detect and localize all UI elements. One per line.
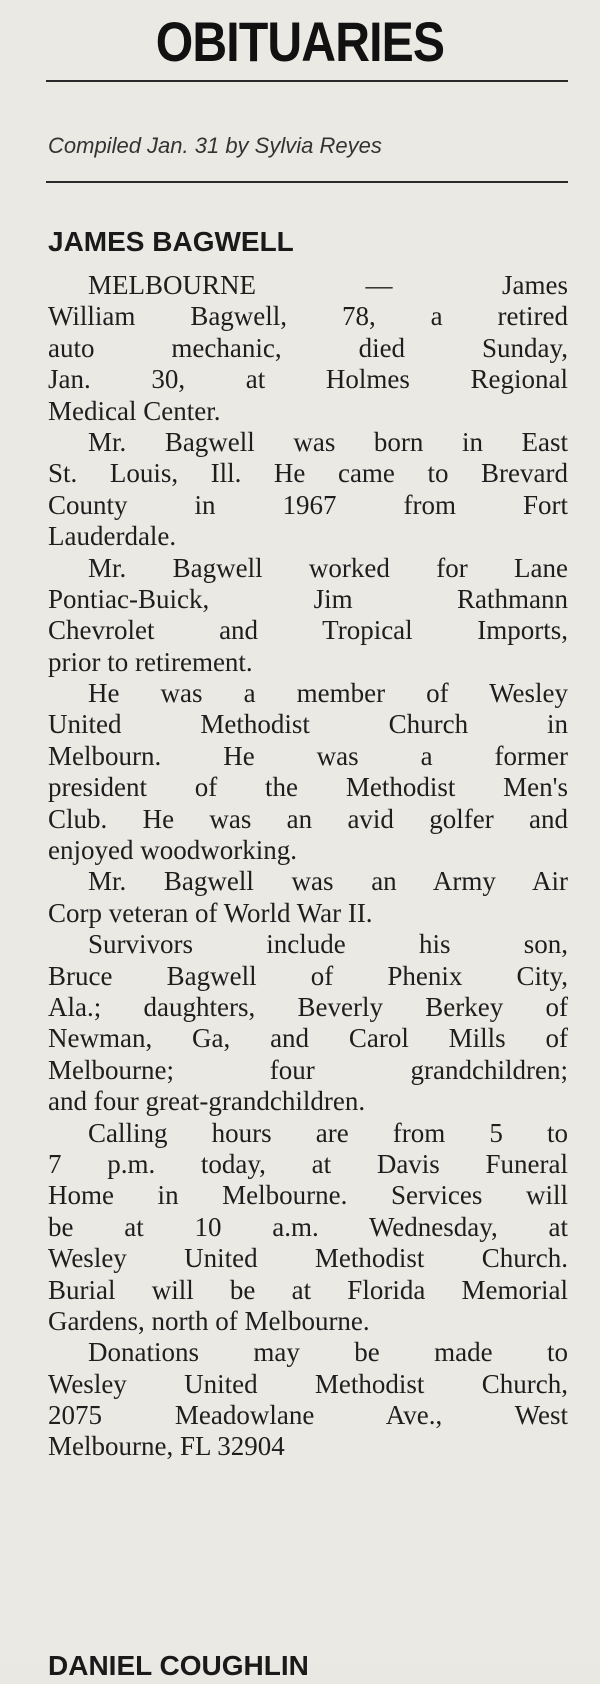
obituary-line: and four great-grandchildren.: [48, 1086, 366, 1117]
obituary-line: be at 10 a.m. Wednesday, at: [48, 1211, 568, 1242]
obituary-line: Mr. Bagwell was born in East: [88, 426, 568, 457]
obituary-line: Gardens, north of Melbourne.: [48, 1305, 370, 1336]
obituary-line: William Bagwell, 78, a retired: [48, 301, 568, 332]
obituary-line: Lauderdale.: [48, 521, 177, 552]
obituary-line: Pontiac-Buick, Jim Rathmann: [48, 583, 568, 614]
obituary-line: Mr. Bagwell was an Army Air: [88, 866, 568, 897]
next-obituary-heading: [48, 1644, 408, 1681]
obituary-line: enjoyed woodworking.: [48, 835, 297, 866]
obituary-line: Melbourne, FL 32904: [48, 1431, 285, 1462]
obituary-line: Jan. 30, at Holmes Regional: [48, 364, 568, 395]
top-divider: [46, 80, 568, 82]
obituary-line: Chevrolet and Tropical Imports,: [48, 615, 568, 646]
obituary-line: St. Louis, Ill. He came to Brevard: [48, 458, 568, 489]
byline: Compiled Jan. 31 by Sylvia Reyes: [48, 133, 382, 158]
next-obituary-name: DANIEL COUGHLIN: [48, 1650, 309, 1681]
obituary-line: 7 p.m. today, at Davis Funeral: [48, 1148, 568, 1179]
obituary-line: Medical Center.: [48, 395, 221, 426]
obituary-line: auto mechanic, died Sunday,: [48, 332, 568, 363]
obituary-line: Club. He was an avid golfer and: [48, 803, 568, 834]
obituary-line: prior to retirement.: [48, 646, 253, 677]
obituary-line: Burial will be at Florida Memorial: [48, 1274, 568, 1305]
obituary-line: Ala.; daughters, Beverly Berkey of: [48, 991, 568, 1022]
obituary-line: Melbourne; four grandchildren;: [48, 1054, 568, 1085]
obituary-line: MELBOURNE — James: [88, 270, 568, 300]
obituary-line: Corp veteran of World War II.: [48, 897, 373, 928]
obituary-line: United Methodist Church in: [48, 709, 568, 740]
obituary-line: Survivors include his son,: [88, 929, 568, 960]
obituary-line: Home in Melbourne. Services will: [48, 1180, 568, 1211]
obituary-line: Wesley United Methodist Church.: [48, 1243, 568, 1274]
obituary-line: president of the Methodist Men's: [48, 772, 568, 803]
obituary-line: Calling hours are from 5 to: [88, 1117, 568, 1148]
obituary-line: Mr. Bagwell worked for Lane: [88, 552, 568, 583]
obituary-line: Wesley United Methodist Church,: [48, 1368, 568, 1399]
obituary-line: County in 1967 from Fort: [48, 489, 568, 520]
obituary-line: 2075 Meadowlane Ave., West: [48, 1400, 568, 1431]
obituary-line: He was a member of Wesley: [88, 678, 568, 709]
obituary-line: Melbourn. He was a former: [48, 740, 568, 771]
obituary-name: JAMES BAGWELL: [48, 226, 294, 257]
section-title: OBITUARIES: [155, 10, 445, 73]
byline-divider: [46, 181, 568, 183]
obituary-line: Donations may be made to: [88, 1337, 568, 1368]
obituary-line: Newman, Ga, and Carol Mills of: [48, 1023, 568, 1054]
obituary-line: Bruce Bagwell of Phenix City,: [48, 960, 568, 991]
obituary-body: [48, 270, 568, 1463]
